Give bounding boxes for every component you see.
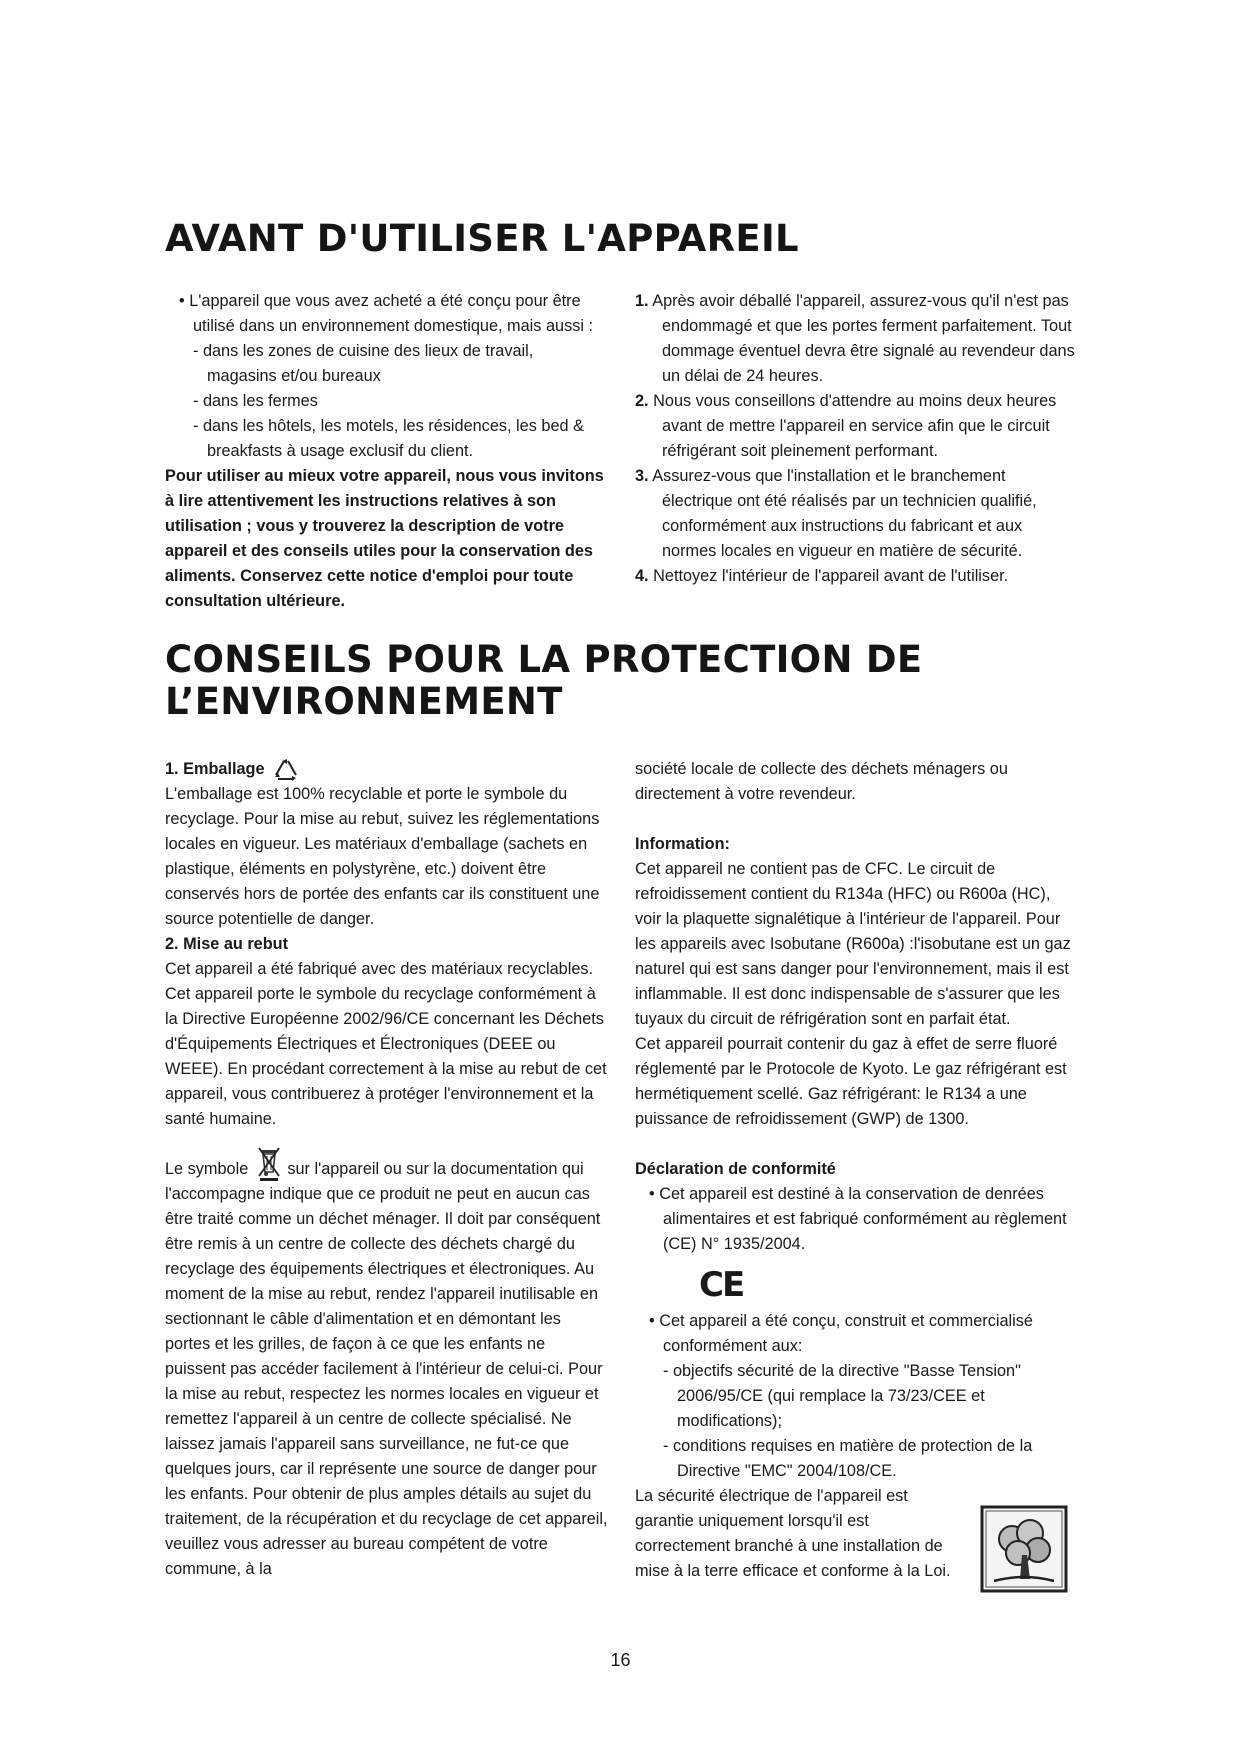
- bold-note: Pour utiliser au mieux votre appareil, nous vous invitons à lire attentivement les instructions relatives à son utilisation ; vous y trouverez la description de votre appareil et des conseils utiles pour la conservation des aliments. Conservez cette notice d'emploi pour toute consultation ultérieure.: [165, 467, 604, 610]
- rebut-text: Cet appareil a été fabriqué avec des matériaux recyclables. Cet appareil porte le symbole du recyclage conformément à la Directive Européenne 2002/96/CE concernant les Déchets d'Équipements Électriques et Électroniques (DEEE ou WEEE). En procédant correctement à la mise au rebut de cet appareil, vous contribuerez à protéger l'environnement et la santé humaine.: [165, 960, 607, 1128]
- section1-left-column: [165, 289, 605, 614]
- emballage-heading: [165, 757, 610, 782]
- item-number: 2.: [635, 392, 649, 410]
- declaration-sub-item: - conditions requises en matière de protection de la Directive "EMC" 2004/108/CE.: [663, 1437, 1033, 1480]
- info-text-gas: Cet appareil pourrait contenir du gaz à effet de serre fluoré réglementé par le Protocole de Kyoto. Le gaz réfrigérant est hermétiquement scellé. Gaz réfrigérant: le R134 a une puissance de refroidissement (GWP) de 1300.: [635, 1035, 1067, 1128]
- ce-mark-icon: CE: [699, 1265, 744, 1305]
- item-text: Nettoyez l'intérieur de l'appareil avant de l'utiliser.: [653, 567, 1009, 585]
- item-number: 4.: [635, 567, 649, 585]
- declaration-heading: Déclaration de conformité: [635, 1160, 836, 1178]
- item-text: Après avoir déballé l'appareil, assurez-vous qu'il n'est pas endommagé et que les portes ferment parfaitement. Tout dommage éventuel devra être signalé au revendeur dans un délai de 24 heures.: [652, 292, 1075, 385]
- declaration-sub-item: - objectifs sécurité de la directive "Basse Tension" 2006/95/CE (qui remplace la 73/23/CEE et modifications);: [663, 1362, 1021, 1430]
- rebut-heading: 2. Mise au rebut: [165, 935, 289, 953]
- item-text: Assurez-vous que l'installation et le branchement électrique ont été réalisés par un technicien qualifié, conformément aux instructions du fabricant et aux normes locales en vigueur en matière de sécurité.: [652, 467, 1037, 560]
- title-line-2: L’ENVIRONNEMENT: [165, 680, 563, 723]
- emballage-heading-text: 1. Emballage: [165, 760, 265, 778]
- usage-sub-item: - dans les zones de cuisine des lieux de travail, magasins et/ou bureaux: [193, 342, 534, 385]
- usage-sub-item: - dans les fermes: [193, 392, 318, 410]
- title-line-1: CONSEILS POUR LA PROTECTION DE: [165, 638, 923, 681]
- page-number: 16: [610, 1650, 631, 1670]
- symbole-text-before: Le symbole: [165, 1160, 249, 1178]
- numbered-item: [635, 389, 1080, 464]
- info-text: Cet appareil ne contient pas de CFC. Le circuit de refroidissement contient du R134a (HFC) ou R600a (HC), voir la plaquette signalétique à l'intérieur de l'appareil. Pour les appareils avec Isobutane (R600a) :l'isobutane est un gaz naturel qui est sans danger pour l'environnement, mais il est inflammable. Il est donc indispensable de s'assurer que les tuyaux du circuit de réfrigération sont en parfait état.: [635, 860, 1071, 1028]
- safety-text: La sécurité électrique de l'appareil est garantie uniquement lorsqu'il est correctement branché à une installation de mise à la terre efficace et conforme à la Loi.: [635, 1487, 951, 1580]
- recycle-icon: [273, 758, 299, 782]
- numbered-item: [635, 464, 1080, 564]
- crossed-bin-icon: [257, 1146, 281, 1182]
- info-heading: Information:: [635, 835, 730, 853]
- emballage-text: L'emballage est 100% recyclable et porte le symbole du recyclage. Pour la mise au rebut, suivez les réglementations locales en vigueur. Les matériaux d'emballage (sachets en plastique, éléments en polystyrène, etc.) doivent être conservés hors de portée des enfants car ils constituent une source potentielle de danger.: [165, 785, 600, 928]
- intro-bullet: • L'appareil que vous avez acheté a été conçu pour être utilisé dans un environnement domestique, mais aussi :: [179, 292, 594, 335]
- section-title-environnement: [165, 639, 922, 723]
- continuation-text: société locale de collecte des déchets ménagers ou directement à votre revendeur.: [635, 760, 1008, 803]
- declaration-item: • Cet appareil a été conçu, construit et commercialisé conformément aux:: [649, 1312, 1033, 1355]
- item-text: Nous vous conseillons d'attendre au moins deux heures avant de mettre l'appareil en service afin que le circuit réfrigérant soit pleinement performant.: [653, 392, 1057, 460]
- numbered-item: [635, 289, 1080, 389]
- symbole-text-after: sur l'appareil ou sur la documentation qui l'accompagne indique que ce produit ne peut en aucun cas être traité comme un déchet ménager. Il doit par conséquent être remis à un centre de collecte des déchets chargé du recyclage des équipements électriques et électroniques. Au moment de la mise au rebut, rendez l'appareil inutilisable en sectionnant le câble d'alimentation et en démontant les portes et les grilles, de façon à ce que les enfants ne puissent pas accéder facilement à l'intérieur de celui-ci. Pour la mise au rebut, respectez les normes locales en vigueur et remettez l'appareil à un centre de collecte spécialisé. Ne laissez jamais l'appareil sans surveillance, ne fut-ce que quelques jours, car il représente une source de danger pour les enfants. Pour obtenir de plus amples détails au sujet du traitement, de la récupération et du recyclage de cet appareil, veuillez vous adresser au bureau compétent de votre commune, à la: [165, 1160, 608, 1578]
- item-number: 3.: [635, 467, 649, 485]
- tree-environment-icon: [978, 1503, 1070, 1595]
- symbole-paragraph: [165, 1157, 610, 1582]
- item-number: 1.: [635, 292, 649, 310]
- section-title-avant-utiliser: AVANT D'UTILISER L'APPAREIL: [165, 217, 799, 260]
- section1-right-column: [635, 289, 1080, 589]
- usage-sub-item: - dans les hôtels, les motels, les résidences, les bed & breakfasts à usage exclusif du client.: [193, 417, 584, 460]
- section2-left-column: [165, 757, 610, 1582]
- section2-right-column: [635, 757, 1080, 1584]
- numbered-item: [635, 564, 1080, 589]
- declaration-item: • Cet appareil est destiné à la conservation de denrées alimentaires et est fabriqué conformément au règlement (CE) N° 1935/2004.: [649, 1185, 1067, 1253]
